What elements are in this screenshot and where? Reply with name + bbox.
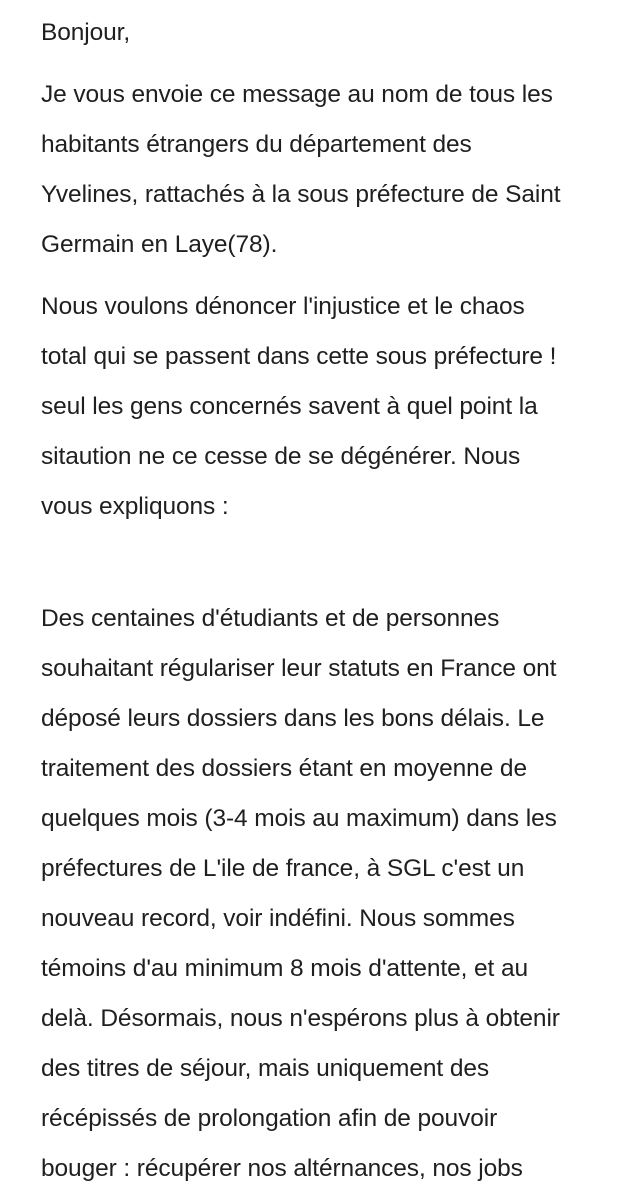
paragraph-line: récépissés de prolongation afin de pouvoir [41,1105,498,1132]
message-body [41,8,631,1194]
paragraph-line: nouveau record, voir indéfini. Nous sommes [41,905,515,932]
paragraph-line: souhaitant régulariser leur statuts en France ont [41,655,557,682]
paragraph-line: Nous voulons dénoncer l'injustice et le chaos [41,293,525,320]
paragraph-line: total qui se passent dans cette sous préfecture ! [41,343,557,370]
paragraph-2 [41,282,631,532]
paragraph-line: préfectures de L'ile de france, à SGL c'est un [41,855,525,882]
paragraph-line: Je vous envoie ce message au nom de tous les [41,81,553,108]
paragraph-line: bouger : récupérer nos altérnances, nos jobs [41,1155,523,1182]
paragraph-line: seul les gens concernés savent à quel point la [41,393,538,420]
paragraph-line: vous expliquons : [41,493,229,520]
paragraph-line: déposé leurs dossiers dans les bons délais. Le [41,705,545,732]
paragraph-line: delà. Désormais, nous n'espérons plus à obtenir [41,1005,560,1032]
paragraph-line: sitaution ne ce cesse de se dégénérer. Nous [41,443,521,470]
paragraph-1 [41,70,631,270]
paragraph-line: Des centaines d'étudiants et de personnes [41,605,500,632]
paragraph-line: habitants étrangers du département des [41,131,472,158]
paragraph-3 [41,594,631,1194]
paragraph-line: Germain en Laye(78). [41,231,278,258]
paragraph-line: témoins d'au minimum 8 mois d'attente, et au [41,955,529,982]
paragraph-line: des titres de séjour, mais uniquement des [41,1055,490,1082]
paragraph-line: quelques mois (3-4 mois au maximum) dans les [41,805,557,832]
greeting: Bonjour, [41,19,131,46]
paragraph-line: traitement des dossiers étant en moyenne de [41,755,527,782]
paragraph-line: Yvelines, rattachés à la sous préfecture de Saint [41,181,561,208]
